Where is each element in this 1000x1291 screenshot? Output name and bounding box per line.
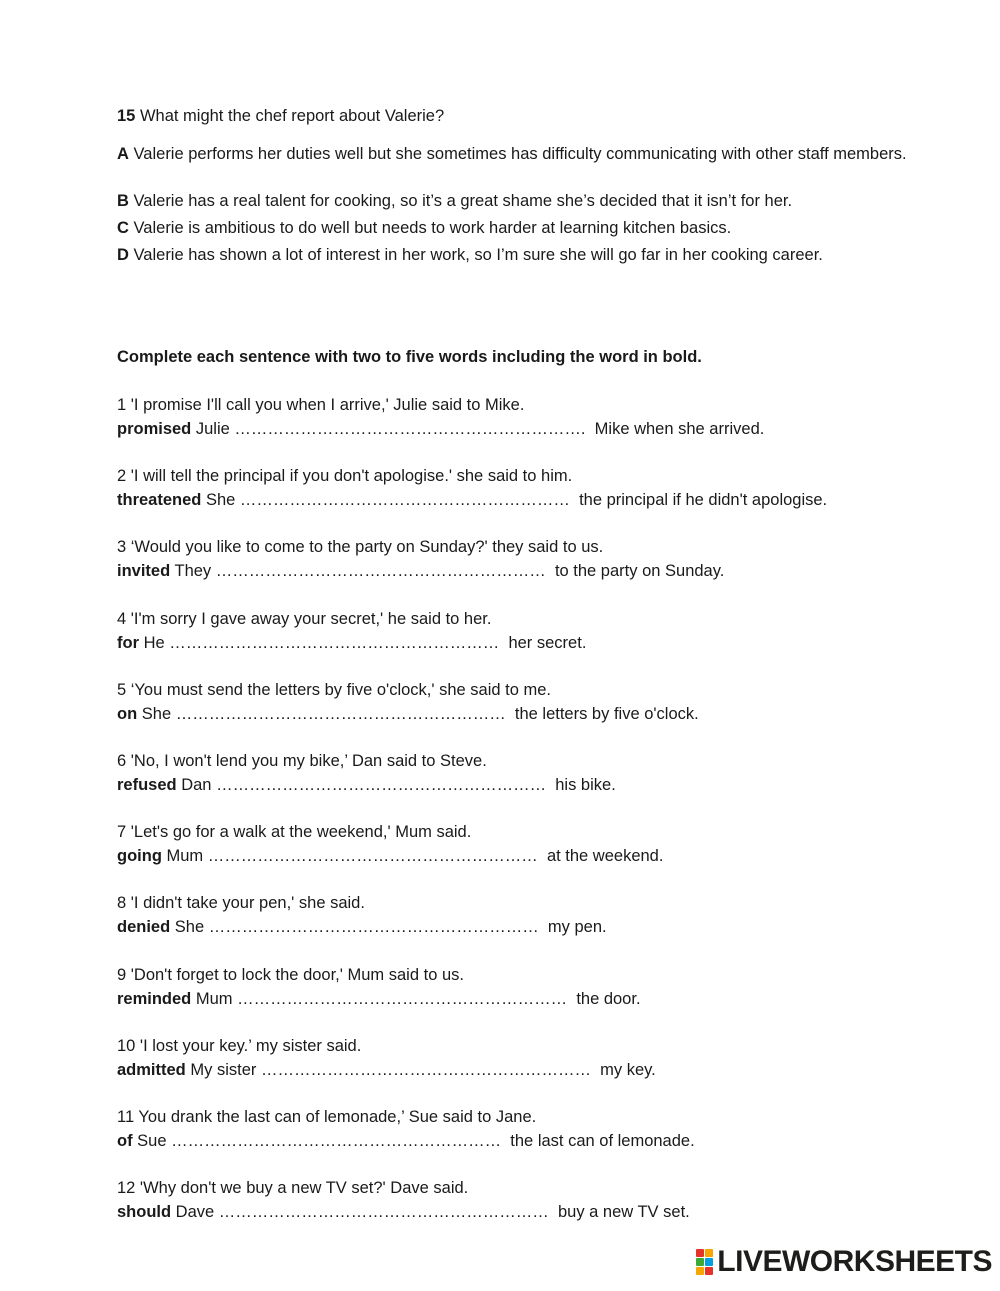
answer-blank[interactable]: ……………………………………………………: [171, 1132, 502, 1150]
item-answer-line: [117, 915, 917, 939]
answer-blank[interactable]: ……………………………………………………: [215, 562, 546, 581]
item-prompt: 8 'I didn't take your pen,' she said.: [117, 894, 365, 913]
item-end: Mike when she arrived.: [594, 420, 765, 438]
item-start: Mum: [195, 989, 233, 1008]
answer-blank[interactable]: ……………………………………………………: [169, 633, 500, 652]
item-prompt: 5 ‘You must send the letters by five o'clock,' she said to me.: [117, 680, 551, 699]
item-keyword: on: [117, 704, 138, 723]
transformation-item: [117, 678, 917, 726]
logo-block: [696, 1258, 704, 1266]
logo-block: [696, 1267, 704, 1275]
instruction-heading: Complete each sentence with two to five words including the word in bold.: [117, 348, 702, 366]
item-keyword: denied: [117, 918, 171, 937]
option-text: Valerie performs her duties well but she sometimes has difficulty communicating with other staff members.: [133, 145, 907, 163]
answer-blank[interactable]: ……………………………………………………: [216, 776, 547, 794]
item-answer-line: [117, 417, 917, 441]
question-text: What might the chef report about Valerie?: [139, 107, 445, 125]
item-answer-line: [117, 1200, 917, 1224]
option-text: Valerie has shown a lot of interest in her work, so I’m sure she will go far in her cooking career.: [133, 246, 823, 264]
item-prompt: 12 'Why don't we buy a new TV set?' Dave said.: [117, 1179, 469, 1198]
logo-blocks-icon: [696, 1249, 713, 1275]
answer-blank[interactable]: ……………………………………………………: [207, 847, 538, 866]
question-15: [117, 107, 444, 126]
logo-block: [705, 1258, 713, 1266]
item-end: my pen.: [547, 918, 607, 937]
item-start: She: [174, 918, 205, 937]
transformation-item: [117, 963, 917, 1011]
item-end: the door.: [576, 989, 641, 1008]
answer-blank[interactable]: ……………………………………………………: [175, 704, 506, 723]
transformation-item: [117, 607, 917, 655]
item-start: Dave: [175, 1203, 215, 1222]
answer-blank[interactable]: ……………………………………………………….: [234, 420, 586, 438]
item-end: at the weekend.: [546, 847, 664, 866]
answer-blank[interactable]: ……………………………………………………: [208, 918, 539, 937]
logo-text: LIVEWORKSHEETS: [717, 1245, 992, 1278]
item-end: my key.: [600, 1060, 656, 1079]
transformation-item: [117, 393, 917, 441]
item-answer-line: [117, 702, 917, 726]
item-end: the last can of lemonade.: [510, 1132, 695, 1150]
item-start: Mum: [166, 847, 204, 866]
item-end: his bike.: [555, 776, 616, 794]
item-answer-line: [117, 1129, 917, 1153]
transformation-item: [117, 1105, 917, 1153]
item-answer-line: [117, 987, 917, 1011]
liveworksheets-logo: [696, 1245, 992, 1279]
item-answer-line: [117, 773, 917, 797]
item-keyword: invited: [117, 562, 171, 581]
answer-blank[interactable]: ……………………………………………………: [239, 491, 570, 510]
item-answer-line: [117, 631, 917, 655]
item-keyword: admitted: [117, 1060, 186, 1079]
item-start: They: [174, 562, 212, 581]
logo-block: [705, 1249, 713, 1257]
item-prompt: 1 'I promise I'll call you when I arrive,' Julie said to Mike.: [117, 396, 525, 414]
transformation-item: [117, 1034, 917, 1082]
answer-blank[interactable]: ……………………………………………………: [260, 1060, 591, 1079]
item-answer-line: [117, 559, 917, 583]
option-letter: C: [117, 219, 129, 237]
option-letter: D: [117, 246, 129, 264]
option-text: Valerie has a real talent for cooking, so it’s a great shame she’s decided that it isn’t for her.: [133, 192, 793, 210]
question-number: 15: [117, 107, 136, 125]
item-keyword: should: [117, 1203, 172, 1222]
item-keyword: of: [117, 1132, 133, 1150]
logo-block: [705, 1267, 713, 1275]
item-keyword: for: [117, 633, 139, 652]
item-prompt: 7 'Let's go for a walk at the weekend,' Mum said.: [117, 823, 472, 842]
transformation-item: [117, 820, 917, 868]
item-start: Sue: [137, 1132, 167, 1150]
item-prompt: 11 You drank the last can of lemonade,’ Sue said to Jane.: [117, 1108, 537, 1126]
item-start: Julie: [195, 420, 230, 438]
option-text: Valerie is ambitious to do well but needs to work harder at learning kitchen basics.: [133, 219, 732, 237]
option-letter: A: [117, 145, 129, 163]
item-keyword: threatened: [117, 491, 202, 510]
item-start: She: [205, 491, 236, 510]
item-prompt: 2 'I will tell the principal if you don't apologise.' she said to him.: [117, 467, 573, 486]
logo-block: [696, 1249, 704, 1257]
transformation-item: [117, 749, 917, 797]
item-prompt: 4 'I'm sorry I gave away your secret,' he said to her.: [117, 609, 492, 628]
item-prompt: 3 ‘Would you like to come to the party on Sunday?' they said to us.: [117, 538, 604, 557]
item-answer-line: [117, 1058, 917, 1082]
item-start: My sister: [190, 1060, 257, 1079]
answer-blank[interactable]: ……………………………………………………: [237, 989, 568, 1008]
item-end: the principal if he didn't apologise.: [579, 491, 828, 510]
item-start: She: [141, 704, 172, 723]
transformation-item: [117, 535, 917, 583]
item-prompt: 10 'I lost your key.’ my sister said.: [117, 1036, 362, 1055]
option-d: [117, 246, 907, 265]
item-end: buy a new TV set.: [557, 1203, 690, 1222]
option-c: [117, 219, 907, 238]
item-prompt: 6 'No, I won't lend you my bike,’ Dan said to Steve.: [117, 752, 487, 770]
item-answer-line: [117, 844, 917, 868]
item-start: He: [143, 633, 165, 652]
option-b: [117, 192, 907, 211]
item-answer-line: [117, 488, 917, 512]
item-end: the letters by five o'clock.: [514, 704, 699, 723]
item-keyword: reminded: [117, 989, 192, 1008]
item-keyword: going: [117, 847, 162, 866]
transformation-item: [117, 891, 917, 939]
option-a: [117, 145, 907, 164]
answer-blank[interactable]: ……………………………………………………: [218, 1203, 549, 1222]
transformation-item: [117, 1176, 917, 1224]
option-letter: B: [117, 192, 129, 210]
item-keyword: refused: [117, 776, 177, 794]
item-end: her secret.: [508, 633, 587, 652]
item-end: to the party on Sunday.: [554, 562, 725, 581]
item-start: Dan: [181, 776, 212, 794]
item-keyword: promised: [117, 420, 192, 438]
item-prompt: 9 'Don't forget to lock the door,' Mum said to us.: [117, 965, 464, 984]
transformation-item: [117, 464, 917, 512]
